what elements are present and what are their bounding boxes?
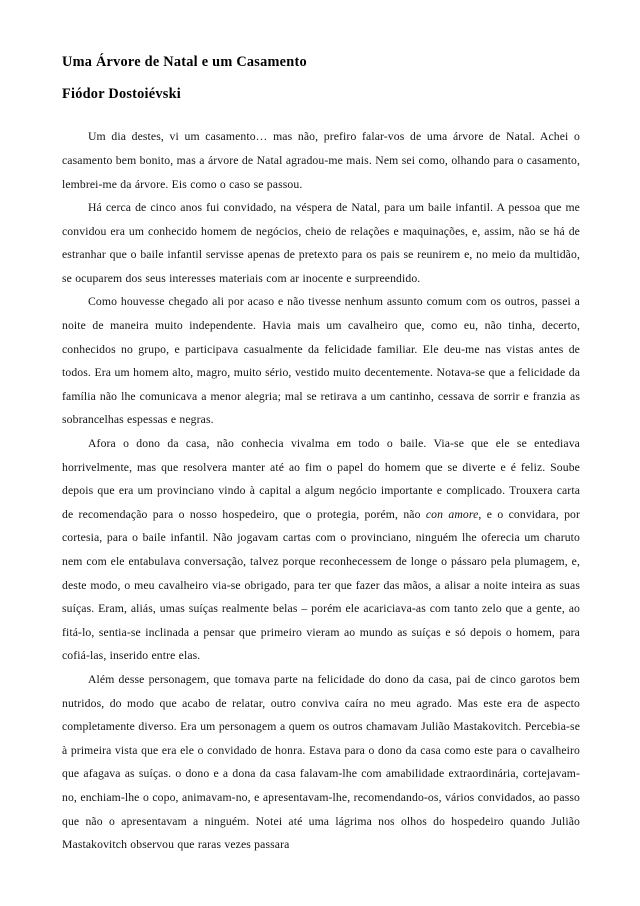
document-body: [62, 125, 580, 856]
page-title: Uma Árvore de Natal e um Casamento: [62, 54, 307, 70]
author-name: Fiódor Dostoiévski: [62, 86, 182, 103]
paragraph-4: Afora o dono da casa, não conhecia vivalma em todo o baile. Via-se que ele se entediava horrivelmente, mas que resolvera manter até ao fim o papel do homem que se diverte e é feliz. Soube depois que era um provinciano vindo à capital a algum negócio importante e complicado. Trouxera carta de recomendação para o nosso hospedeiro, que o protegia, porém, não con amore, e o convidara, por cortesia, para o baile infantil. Não jogavam cartas com o provinciano, ninguém lhe oferecia um charuto nem com ele entabulava conversação, talvez porque reconhecessem de longe o pássaro pela plumagem, e, deste modo, o meu cavalheiro via-se obrigado, para ter que fazer das mãos, a alisar a noite inteira as suas suíças. Eram, aliás, umas suíças realmente belas – porém ele acariciava-as com tanto zelo que a gente, ao fitá-lo, sentia-se inclinada a pensar que primeiro vieram ao mundo as suíças e só depois o homem, para cofiá-las, inserido entre elas.: [62, 437, 581, 663]
paragraph-3: Como houvesse chegado ali por acaso e não tivesse nenhum assunto comum com os outros, passei a noite de maneira muito independente. Havia mais um cavalheiro que, como eu, não tinha, decerto, conhecidos no grupo, e participava casualmente da felicidade familiar. Ele deu-me nas vistas antes de todos. Era um homem alto, magro, muito sério, vestido muito decentemente. Notava-se que a felicidade da família não lhe comunicava a menor alegria; mal se retirava a um cantinho, cessava de sorrir e franzia as sobrancelhas espessas e negras.: [62, 295, 580, 427]
paragraph-1: Um dia destes, vi um casamento… mas não, prefiro falar-vos de uma árvore de Natal. Achei o casamento bem bonito, mas a árvore de Natal agradou-me mais. Nem sei como, olhando para o casamento, lembrei-me da árvore. Eis como o caso se passou.: [62, 130, 580, 191]
paragraph-2: Há cerca de cinco anos fui convidado, na véspera de Natal, para um baile infantil. A pessoa que me convidou era um conhecido homem de negócios, cheio de relações e maquinações, e, assim, não se há de estranhar que o baile infantil servisse apenas de pretexto para os pais se reunirem e, no meio da multidão, se ocuparem dos seus interesses materiais com ar inocente e surpreendido.: [62, 201, 580, 285]
paragraph-5: Além desse personagem, que tomava parte na felicidade do dono da casa, pai de cinco garotos bem nutridos, do modo que acabo de relatar, outro conviva caíra no meu agrado. Mas este era de aspecto completamente diverso. Era um personagem a quem os outros chamavam Julião Mastakovitch. Percebia-se à primeira vista que era ele o convidado de honra. Estava para o dono da casa como este para o cavalheiro que afagava as suíças. o dono e a dona da casa falavam-lhe com amabilidade extraordinária, cortejavam-no, enchiam-lhe o copo, animavam-no, e apresentavam-lhe, recomendando-os, vários convidados, ao passo que não o apresentavam a ninguém. Notei até uma lágrima nos olhos do hospedeiro quando Julião Mastakovitch observou que raras vezes passara: [62, 672, 580, 852]
